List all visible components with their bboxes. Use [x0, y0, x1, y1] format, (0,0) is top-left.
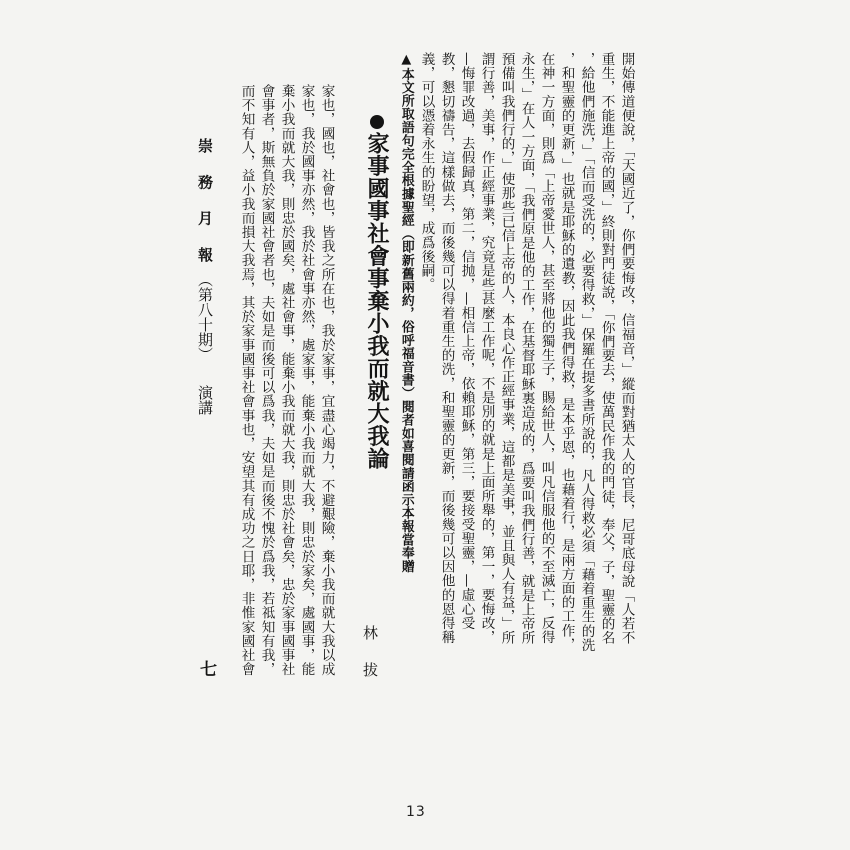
text-column: 預備叫我們行的，」使那些已信上帝的人，本良心作正經事業，這都是美事，並且與人有益，」所 [498, 52, 515, 645]
text-column: ，和聖靈的更新，」也就是耶穌的遺教，因此我們得救，是本乎恩，也藉着行，是兩方面的工作， [558, 52, 575, 652]
text-column: —悔罪改過，去假歸真，第二，信抛，—相信上帝，依賴耶穌，第三，要接受聖靈，—虛心受 [458, 52, 475, 631]
issue-number: （第八十期） [196, 272, 214, 362]
text-column: 棄小我而就大我，則忠於國矣，處社會事，能棄小我而就大我，則忠於社會矣，忠於家事國事社 [278, 84, 295, 677]
text-column: 教，懇切禱告，這樣做去，而後幾可以得着重生的洗，和聖靈的更新，而後幾可以因他的恩得稱 [438, 52, 455, 645]
section-label: 演講 [196, 385, 214, 415]
text-column: ，給他們施洗，」「信而受洗的，必要得救，」保羅在提多書所說的，凡人得救必須「藉着重生的洗 [578, 52, 595, 652]
text-column: 重生，不能進上帝的國，」終則對門徒說，「你們要去，使萬民作我的門徒，奉父，子，聖靈的名 [598, 52, 615, 645]
bullet-icon [370, 115, 384, 129]
journal-name: 崇 務 月 報 [196, 138, 214, 270]
text-column: 而不知有人，益小我而損大我焉，其於家事國事社會事也，安望其有成功之日耶，非惟家國社會 [238, 84, 255, 677]
text-column: 開始傳道便說，「天國近了，你們要悔改，信福音，」縱而對猶太人的官長，尼哥底母說「人若不 [618, 52, 635, 645]
text-column: 在神一方面，則爲「上帝愛世人，甚至將他的獨生子，賜給世人，叫凡信服他的不至滅亡，反得 [538, 52, 555, 645]
article-title [366, 115, 388, 470]
article-title-text: 家事國事社會事棄小我而就大我論 [364, 132, 390, 470]
text-column: 家也，國也，社會也，皆我之所在也，我於家事，宜盡心竭力，不避艱險，棄小我而就大我以成 [318, 84, 335, 677]
text-column: 家也，我於國事亦然，我於社會事亦然，處家事，能棄小我而就大我，則忠於家矣，處國事，能 [298, 84, 315, 677]
article-author: 林拔 [361, 625, 379, 699]
page-number: 13 [406, 804, 426, 820]
text-column: 會事者，斯無負於家國社會者也，夫如是而後可以爲我，夫如是而後不愧於爲我，若祗知有我， [258, 84, 275, 677]
text-column: 謂行善，美事，作正經事業，究竟是些甚麼工作呢，不是別的就是上面所舉的，第一，要悔改， [478, 52, 495, 645]
text-column: 永生，」在人一方面，「我們原是他的工作，在基督耶穌裏造成的，爲要叫我們行善，就是上帝所 [518, 52, 535, 645]
source-note: ▲本文所取語句完全根據聖經（即新舊兩約，俗呼福音書）閱者如喜閱請函示本報當奉贈 [398, 52, 414, 573]
text-column: 義，可以憑着永生的盼望，成爲後嗣。 [418, 52, 435, 292]
folio-number: 七 [196, 660, 216, 677]
